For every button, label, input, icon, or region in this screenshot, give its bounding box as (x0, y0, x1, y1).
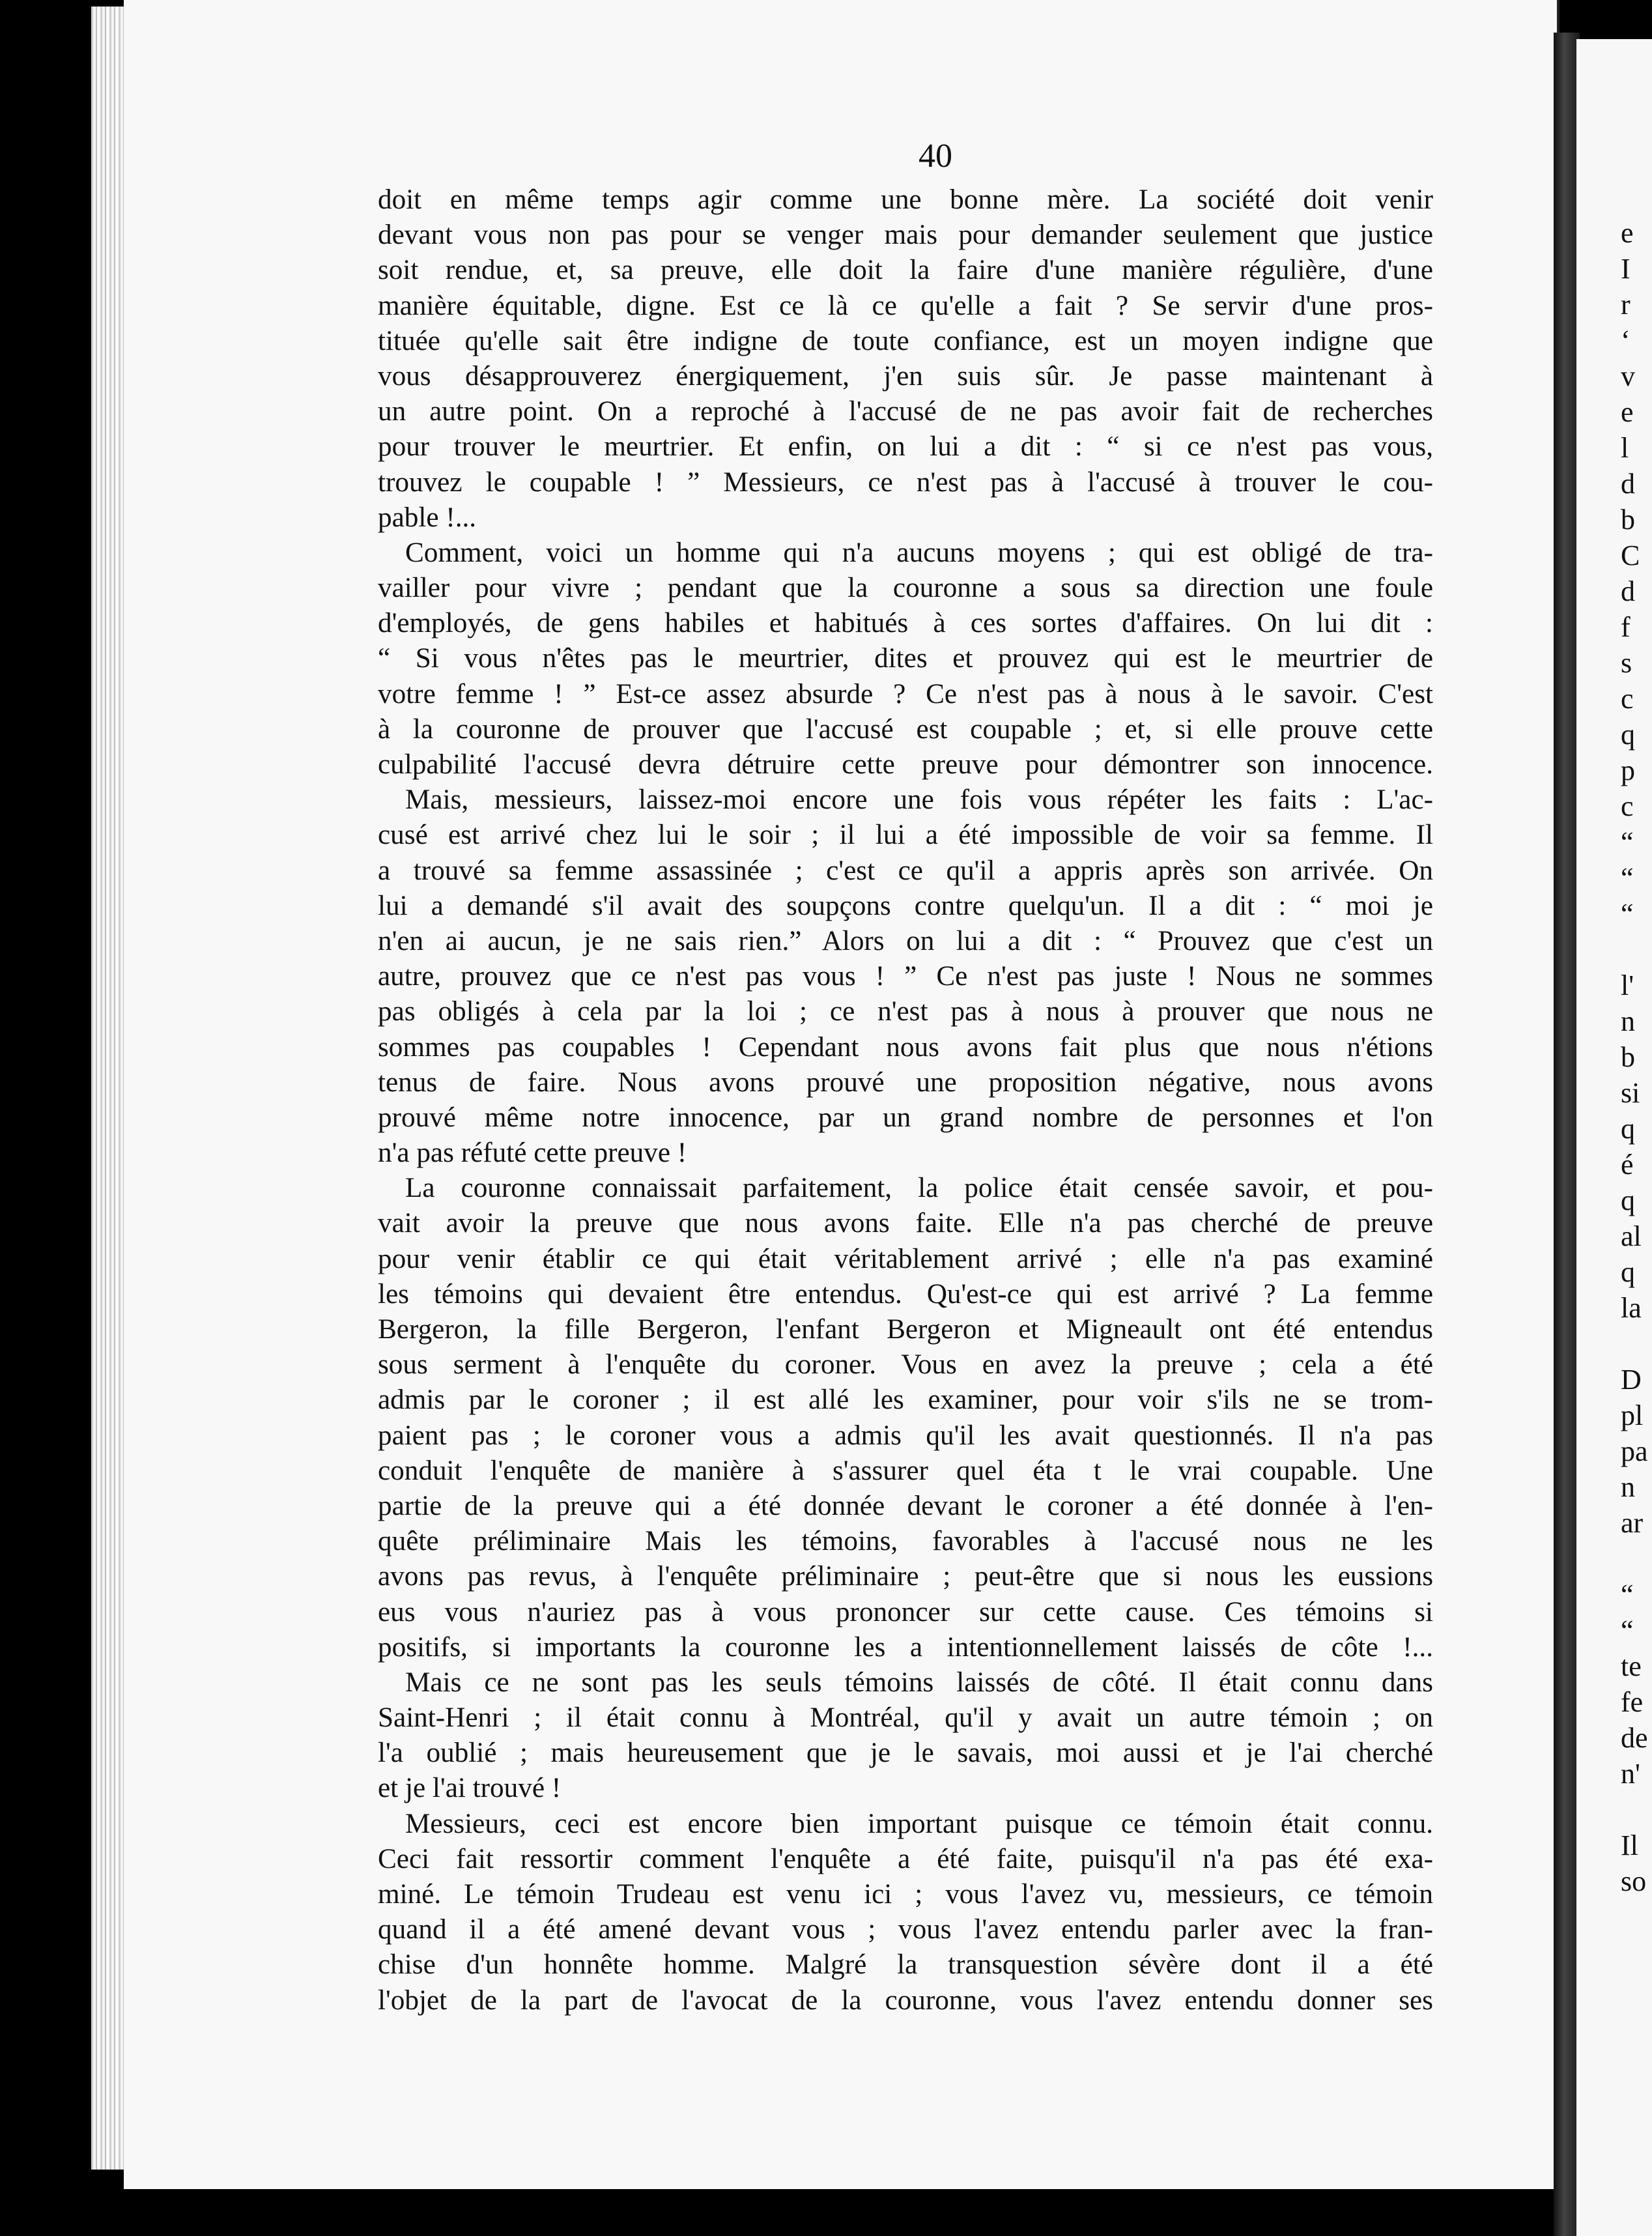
page-number: 40 (919, 137, 952, 175)
text-line: quand il a été amené devant vous ; vous l'avez entendu parler avec la fran- (378, 1914, 1433, 1945)
text-line: “ Si vous n'êtes pas le meurtrier, dites et prouvez qui est le meurtrier de (378, 643, 1433, 674)
facing-page-fragment: q (1621, 1184, 1635, 1216)
text-line: Messieurs, ceci est encore bien important puisque ce témoin était connu. (405, 1808, 1433, 1839)
facing-page-fragment: q (1621, 1113, 1635, 1145)
text-line: sommes pas coupables ! Cependant nous avons fait plus que nous n'étions (378, 1031, 1433, 1063)
text-line: vous désapprouverez énergiquement, j'en suis sûr. Je passe maintenant à (378, 360, 1433, 392)
text-line: a trouvé sa femme assassinée ; c'est ce qu'il a appris après son arrivée. On (378, 855, 1433, 886)
text-line: à la couronne de prouver que l'accusé est coupable ; et, si elle prouve cette (378, 713, 1433, 745)
text-line: cusé est arrivé chez lui le soir ; il lui a été impossible de voir sa femme. Il (378, 820, 1433, 851)
text-line: La couronne connaissait parfaitement, la police était censée savoir, et pou- (405, 1173, 1433, 1204)
facing-page-fragment: l' (1621, 969, 1634, 1001)
facing-page-fragment: de (1621, 1722, 1648, 1754)
facing-page-fragment: “ (1621, 826, 1634, 858)
text-line: pas obligés à cela par la loi ; ce n'est pas à nous à prouver que nous ne (378, 996, 1433, 1027)
facing-page-fragment: n' (1621, 1758, 1640, 1790)
text-line: Comment, voici un homme qui n'a aucuns moyens ; qui est obligé de tra- (405, 537, 1433, 568)
text-line: positifs, si importants la couronne les a intentionnellement laissés de côte !... (378, 1631, 1433, 1663)
facing-page-fragment: pa (1621, 1435, 1648, 1467)
text-line: votre femme ! ” Est-ce assez absurde ? Ce n'est pas à nous à le savoir. C'est (378, 678, 1433, 710)
facing-page-fragment (1621, 932, 1652, 968)
facing-page-fragment: si (1621, 1077, 1640, 1109)
facing-page-fragment: é (1621, 1149, 1634, 1181)
text-line: les témoins qui devaient être entendus. Qu'est-ce qui est arrivé ? La femme (378, 1278, 1433, 1310)
text-line: soit rendue, et, sa preuve, elle doit la faire d'une manière régulière, d'une (378, 255, 1433, 286)
facing-page-fragment: “ (1621, 862, 1634, 894)
facing-page-fragment: v (1621, 360, 1635, 392)
text-line: devant vous non pas pour se venger mais pour demander seulement que justice (378, 220, 1433, 251)
facing-page-fragment (1621, 1326, 1652, 1362)
text-line: doit en même temps agir comme une bonne mère. La société doit venir (378, 184, 1433, 215)
text-line: eus vous n'auriez pas à vous prononcer sur cette cause. Ces témoins si (378, 1596, 1433, 1627)
text-line: Mais ce ne sont pas les seuls témoins laissés de côté. Il était connu dans (405, 1667, 1433, 1698)
text-line: sous serment à l'enquête du coroner. Vous en avez la preuve ; cela a été (378, 1349, 1433, 1381)
text-line: manière équitable, digne. Est ce là ce qu'elle a fait ? Se servir d'une pros- (378, 290, 1433, 321)
facing-page-fragment: “ (1621, 1579, 1634, 1611)
text-line: un autre point. On a reproché à l'accusé de ne pas avoir fait de recherches (378, 396, 1433, 427)
text-line: pable !... (378, 502, 477, 533)
facing-page-fragment (1621, 1792, 1652, 1828)
text-line: pour venir établir ce qui était véritablement arrivé ; elle n'a pas examiné (378, 1243, 1433, 1274)
facing-page-fragment: c (1621, 683, 1634, 715)
facing-page-fragment: d (1621, 468, 1635, 500)
facing-page-fragment: te (1621, 1650, 1642, 1682)
facing-page-fragment: b (1621, 504, 1635, 536)
facing-page-fragment: ar (1621, 1507, 1644, 1539)
facing-page-fragment: l (1621, 432, 1629, 464)
facing-page-fragment: n (1621, 1471, 1635, 1503)
facing-page-fragment: fe (1621, 1686, 1644, 1718)
text-line: culpabilité l'accusé devra détruire cette preuve pour démontrer son innocence. (378, 749, 1433, 780)
text-line: Bergeron, la fille Bergeron, l'enfant Bergeron et Migneault ont été entendus (378, 1314, 1433, 1345)
facing-page-fragment: D (1621, 1364, 1642, 1396)
facing-page-fragment: e (1621, 396, 1634, 428)
text-line: conduit l'enquête de manière à s'assurer quel éta t le vrai coupable. Une (378, 1455, 1433, 1486)
book-gutter (1554, 33, 1580, 2236)
text-line: vait avoir la preuve que nous avons faite. Elle n'a pas cherché de preuve (378, 1208, 1433, 1239)
facing-page-fragment: “ (1621, 898, 1634, 930)
facing-page-fragment: r (1621, 289, 1631, 321)
facing-page-fragment (1621, 1541, 1652, 1577)
text-line: d'employés, de gens habiles et habitués à ces sortes d'affaires. On lui dit : (378, 608, 1433, 639)
facing-page-fragment: n (1621, 1005, 1635, 1037)
text-line: chise d'un honnête homme. Malgré la transquestion sévère dont il a été (378, 1949, 1433, 1981)
facing-page-fragment: c (1621, 790, 1634, 822)
facing-page-fragment: d (1621, 575, 1635, 607)
facing-page-fragment: b (1621, 1041, 1635, 1073)
body-text (378, 182, 1433, 2018)
facing-page-fragment: ‘ (1621, 324, 1631, 356)
text-line: tenus de faire. Nous avons prouvé une proposition négative, nous avons (378, 1067, 1433, 1098)
text-line: admis par le coroner ; il est allé les examiner, pour voir s'ils ne se trom- (378, 1384, 1433, 1416)
facing-page-fragment: C (1621, 539, 1640, 571)
text-line: Ceci fait ressortir comment l'enquête a été faite, puisqu'il n'a pas été exa- (378, 1843, 1433, 1874)
text-line: et je l'ai trouvé ! (378, 1773, 562, 1804)
facing-page-fragment: pl (1621, 1399, 1644, 1431)
text-line: n'a pas réfuté cette preuve ! (378, 1138, 687, 1169)
facing-page-fragment: q (1621, 1256, 1635, 1288)
facing-page-fragment: s (1621, 647, 1632, 679)
text-line: pour trouver le meurtrier. Et enfin, on lui a dit : “ si ce n'est pas vous, (378, 431, 1433, 463)
text-line: l'a oublié ; mais heureusement que je le savais, moi aussi et je l'ai cherché (378, 1738, 1433, 1769)
text-line: Saint-Henri ; il était connu à Montréal, qu'il y avait un autre témoin ; on (378, 1702, 1433, 1734)
facing-page-fragment: so (1621, 1865, 1647, 1897)
text-line: paient pas ; le coroner vous a admis qu'il les avait questionnés. Il n'a pas (378, 1420, 1433, 1451)
facing-page-fragment: e (1621, 217, 1634, 249)
text-line: quête préliminaire Mais les témoins, favorables à l'accusé nous ne les (378, 1526, 1433, 1557)
text-line: l'objet de la part de l'avocat de la couronne, vous l'avez entendu donner ses (378, 1985, 1433, 2016)
facing-page-fragment: la (1621, 1292, 1642, 1324)
text-line: partie de la preuve qui a été donnée devant le coroner a été donnée à l'en- (378, 1490, 1433, 1521)
text-line: n'en ai aucun, je ne sais rien.” Alors on lui a dit : “ Prouvez que c'est un (378, 925, 1433, 956)
facing-page-fragment: f (1621, 611, 1631, 643)
facing-page-fragment: p (1621, 754, 1635, 786)
text-line: autre, prouvez que ce n'est pas vous ! ” Ce n'est pas juste ! Nous ne sommes (378, 961, 1433, 992)
text-line: miné. Le témoin Trudeau est venu ici ; vous l'avez vu, messieurs, ce témoin (378, 1879, 1433, 1910)
text-line: Mais, messieurs, laissez-moi encore une fois vous répéter les faits : L'ac- (405, 784, 1433, 816)
text-line: avons pas revus, à l'enquête préliminaire ; peut-être que si nous les eussions (378, 1561, 1433, 1592)
scan-left-border (0, 0, 78, 2236)
text-line: lui a demandé s'il avait des soupçons contre quelqu'un. Il a dit : “ moi je (378, 890, 1433, 921)
text-line: prouvé même notre innocence, par un grand nombre de personnes et l'on (378, 1102, 1433, 1133)
facing-page-fragment: Il (1621, 1829, 1638, 1861)
facing-page-fragment: q (1621, 719, 1635, 751)
facing-page-fragment: I (1621, 253, 1631, 285)
text-line: vailler pour vivre ; pendant que la couronne a sous sa direction une foule (378, 573, 1433, 604)
facing-page-fragment: al (1621, 1220, 1642, 1252)
facing-page-fragment: “ (1621, 1614, 1634, 1646)
text-line: trouvez le coupable ! ” Messieurs, ce n'est pas à l'accusé à trouver le cou- (378, 466, 1433, 498)
facing-page-fragments (1621, 215, 1652, 1899)
text-line: tituée qu'elle sait être indigne de toute confiance, est un moyen indigne que (378, 325, 1433, 356)
